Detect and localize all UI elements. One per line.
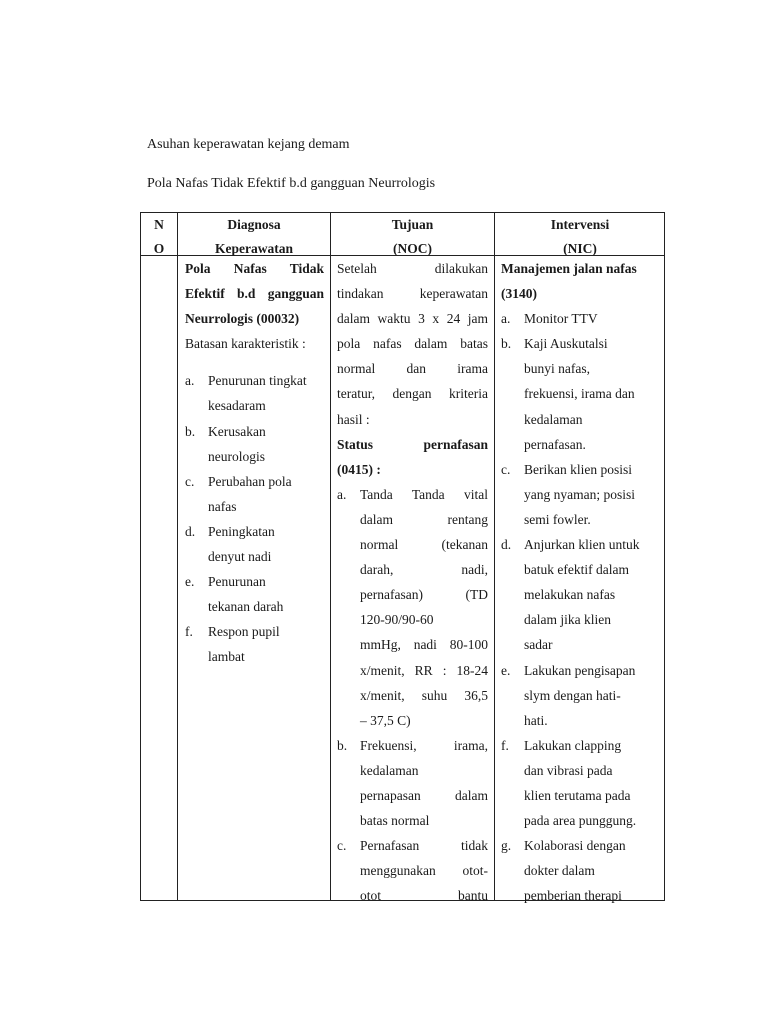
intervensi-title-line: Manajemen jalan nafas <box>501 261 637 276</box>
list-item-line: Penurunan tingkat <box>208 373 307 389</box>
header-no-line: O <box>153 241 165 256</box>
intervensi-list <box>501 306 661 908</box>
header-no-line: N <box>154 217 164 232</box>
header-no <box>141 213 177 255</box>
list-marker: e. <box>185 574 195 590</box>
intervensi-title-line: (3140) <box>501 286 537 302</box>
header-tujuan-line: Tujuan <box>391 217 434 232</box>
list-item-line: kesadaram <box>208 398 266 414</box>
list-item-line: yang nyaman; posisi <box>524 486 635 502</box>
list-item <box>337 833 488 908</box>
list-marker: e. <box>501 662 511 678</box>
list-item <box>185 619 324 669</box>
list-item-line: kedalaman <box>524 411 583 427</box>
list-item-line: pada area punggung. <box>524 813 637 829</box>
list-item-line: Kaji Auskutalsi <box>524 336 608 352</box>
list-marker: a. <box>185 373 195 389</box>
list-item-line: Kerusakan <box>208 423 266 439</box>
header-intervensi <box>495 213 665 255</box>
list-marker: b. <box>185 423 196 439</box>
list-item-line: tekanan darah <box>208 599 284 615</box>
list-item-line: frekuensi, irama dan <box>524 386 635 402</box>
list-item-line: denyut nadi <box>208 549 272 565</box>
list-item-line: menggunakan otot- <box>360 863 488 879</box>
list-item-line: Tanda Tanda vital <box>360 486 488 502</box>
list-marker: c. <box>337 838 347 854</box>
list-item-line: Anjurkan klien untuk <box>524 537 640 553</box>
list-item <box>185 419 324 469</box>
header-diagnosa <box>178 213 330 255</box>
list-item-line: slym dengan hati- <box>524 687 621 703</box>
list-item-line: Perubahan pola <box>208 473 292 489</box>
diagnosa-title-line: Efektif b.d gangguan <box>185 286 324 302</box>
tujuan-intro-line: hasil : <box>337 411 370 427</box>
status-line: Status pernafasan <box>337 436 488 452</box>
header-diagnosa-line: Diagnosa <box>227 217 281 232</box>
list-item <box>185 519 324 569</box>
document-subheading: Pola Nafas Tidak Efektif b.d gangguan Neurrologis <box>147 176 436 191</box>
tujuan-intro-line: Setelah dilakukan <box>337 261 488 276</box>
list-item <box>185 469 324 519</box>
list-marker: b. <box>501 336 512 352</box>
tujuan-cell <box>337 256 488 908</box>
header-diagnosa-line: Keperawatan <box>215 241 293 256</box>
header-tujuan-line: (NOC) <box>393 241 432 256</box>
diagnosa-title-line: Neurrologis (00032) <box>185 311 300 327</box>
care-plan-table <box>140 212 665 904</box>
list-item-line: Lakukan clapping <box>524 737 622 753</box>
list-item-line: Peningkatan <box>208 523 275 539</box>
list-item-line: hati. <box>524 712 548 728</box>
list-item-line: melakukan nafas <box>524 587 616 603</box>
list-item-line: batuk efektif dalam <box>524 562 629 578</box>
list-item <box>337 733 488 833</box>
intervensi-cell <box>501 256 661 908</box>
list-item-line: Pernafasan tidak <box>360 838 488 854</box>
list-item-line: semi fowler. <box>524 511 591 527</box>
list-item <box>501 457 661 532</box>
list-item-line: lambat <box>208 649 245 665</box>
list-item-line: Berikan klien posisi <box>524 461 632 477</box>
list-item-line: pernafasan) (TD <box>360 587 488 603</box>
list-item <box>501 331 661 456</box>
column-divider <box>494 213 495 900</box>
list-item-line: Penurunan <box>208 574 266 590</box>
list-marker: a. <box>501 311 511 327</box>
list-item-line: Frekuensi, irama, <box>360 737 488 753</box>
diagnosa-cell <box>185 256 324 670</box>
list-item-line: sadar <box>524 637 553 653</box>
list-item-line: x/menit, suhu 36,5 <box>360 687 488 703</box>
list-item-line: normal (tekanan <box>360 537 488 553</box>
tujuan-intro-line: normal dan irama <box>337 361 488 377</box>
list-marker: c. <box>501 461 511 477</box>
list-item-line: Monitor TTV <box>524 311 598 327</box>
list-marker: f. <box>501 737 509 753</box>
list-item <box>501 833 661 908</box>
tujuan-intro-line: dalam waktu 3 x 24 jam <box>337 311 488 327</box>
list-marker: b. <box>337 737 348 753</box>
list-marker: a. <box>337 486 347 502</box>
list-item-line: dalam jika klien <box>524 612 611 628</box>
list-marker: g. <box>501 838 512 854</box>
list-item-line: nafas <box>208 498 237 514</box>
list-marker: d. <box>501 537 512 553</box>
list-item-line: dalam rentang <box>360 511 488 527</box>
diagnosa-title-line: Pola Nafas Tidak <box>185 261 324 276</box>
list-item-line: klien terutama pada <box>524 787 631 803</box>
list-item-line: neurologis <box>208 448 265 464</box>
list-item <box>337 482 488 733</box>
list-item-line: mmHg, nadi 80-100 <box>360 637 488 653</box>
list-item-line: dan vibrasi pada <box>524 762 613 778</box>
header-intervensi-line: (NIC) <box>563 241 597 256</box>
tujuan-intro-line: tindakan keperawatan <box>337 286 488 302</box>
list-item-line: otot bantu <box>360 888 488 904</box>
tujuan-list <box>337 482 488 909</box>
column-divider <box>330 213 331 900</box>
list-item <box>501 733 661 833</box>
list-item-line: kedalaman <box>360 762 419 778</box>
list-marker: f. <box>185 624 193 640</box>
list-item-line: x/menit, RR : 18-24 <box>360 662 488 678</box>
diagnosa-list <box>185 368 324 669</box>
header-tujuan <box>331 213 494 255</box>
list-marker: d. <box>185 523 196 539</box>
document-heading: Asuhan keperawatan kejang demam <box>147 137 350 152</box>
list-item-line: pemberian therapi <box>524 888 622 904</box>
list-item <box>185 368 324 418</box>
list-item-line: 120-90/90-60 <box>360 612 434 628</box>
list-item <box>501 532 661 657</box>
list-item <box>185 569 324 619</box>
status-line: (0415) : <box>337 461 381 477</box>
list-item-line: batas normal <box>360 813 430 829</box>
list-marker: c. <box>185 473 195 489</box>
tujuan-intro-line: teratur, dengan kriteria <box>337 386 488 402</box>
list-item-line: pernapasan dalam <box>360 787 488 803</box>
column-divider <box>177 213 178 900</box>
list-item-line: Kolaborasi dengan <box>524 838 626 854</box>
header-intervensi-line: Intervensi <box>550 217 610 232</box>
batasan-label: Batasan karakteristik : <box>185 336 306 352</box>
list-item-line: dokter dalam <box>524 863 595 879</box>
list-item <box>501 658 661 733</box>
list-item-line: Respon pupil <box>208 624 280 640</box>
list-item <box>501 306 661 331</box>
list-item-line: darah, nadi, <box>360 562 488 578</box>
list-item-line: Lakukan pengisapan <box>524 662 636 678</box>
list-item-line: – 37,5 C) <box>360 712 411 728</box>
tujuan-intro-line: pola nafas dalam batas <box>337 336 488 352</box>
tujuan-intro <box>337 256 488 432</box>
list-item-line: pernafasan. <box>524 436 586 452</box>
list-item-line: bunyi nafas, <box>524 361 590 377</box>
